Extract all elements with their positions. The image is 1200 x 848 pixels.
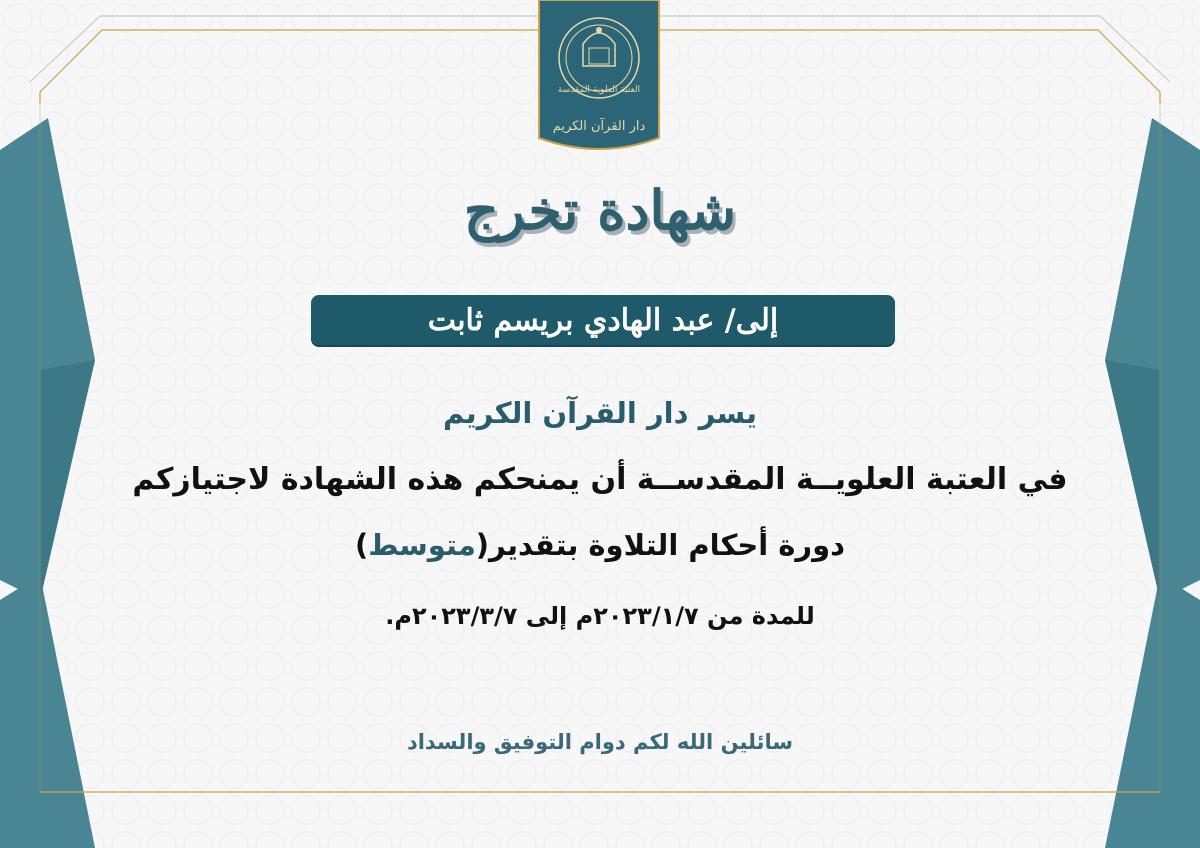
period-line: للمدة من ٢٠٢٣/١/٧م إلى ٢٠٢٣/٣/٧م. (385, 602, 815, 630)
emblem-subtitle: دار القرآن الكريم (552, 119, 646, 134)
course-line (0, 528, 1200, 562)
frame-gold-top-left (40, 30, 540, 104)
grade-close-paren: ) (354, 528, 369, 562)
frame-outer-top-left (30, 16, 540, 82)
statement-line: في العتبة العلويــة المقدســة أن يمنحكم هذه الشهادة لاجتيازكم (132, 462, 1068, 497)
recipient-banner (311, 295, 895, 345)
emblem-text: العتبة العلوية المقدسة (557, 85, 641, 95)
recipient-name: إلى/ عبد الهادي بريسم ثابت (427, 302, 779, 338)
frame-outer-top-right (660, 16, 1170, 82)
intro-line: يسر دار القرآن الكريم (442, 396, 758, 430)
course-name: دورة أحكام التلاوة بتقدير (489, 528, 846, 562)
frame-gold-top-right (660, 30, 1160, 104)
grade-value: متوسط (368, 528, 476, 562)
closing-line: سائلين الله لكم دوام التوفيق والسداد (406, 730, 794, 754)
emblem-badge (537, 0, 661, 152)
grade-open-paren: ( (475, 528, 490, 562)
certificate-title: شهادة تخرج (463, 178, 737, 242)
